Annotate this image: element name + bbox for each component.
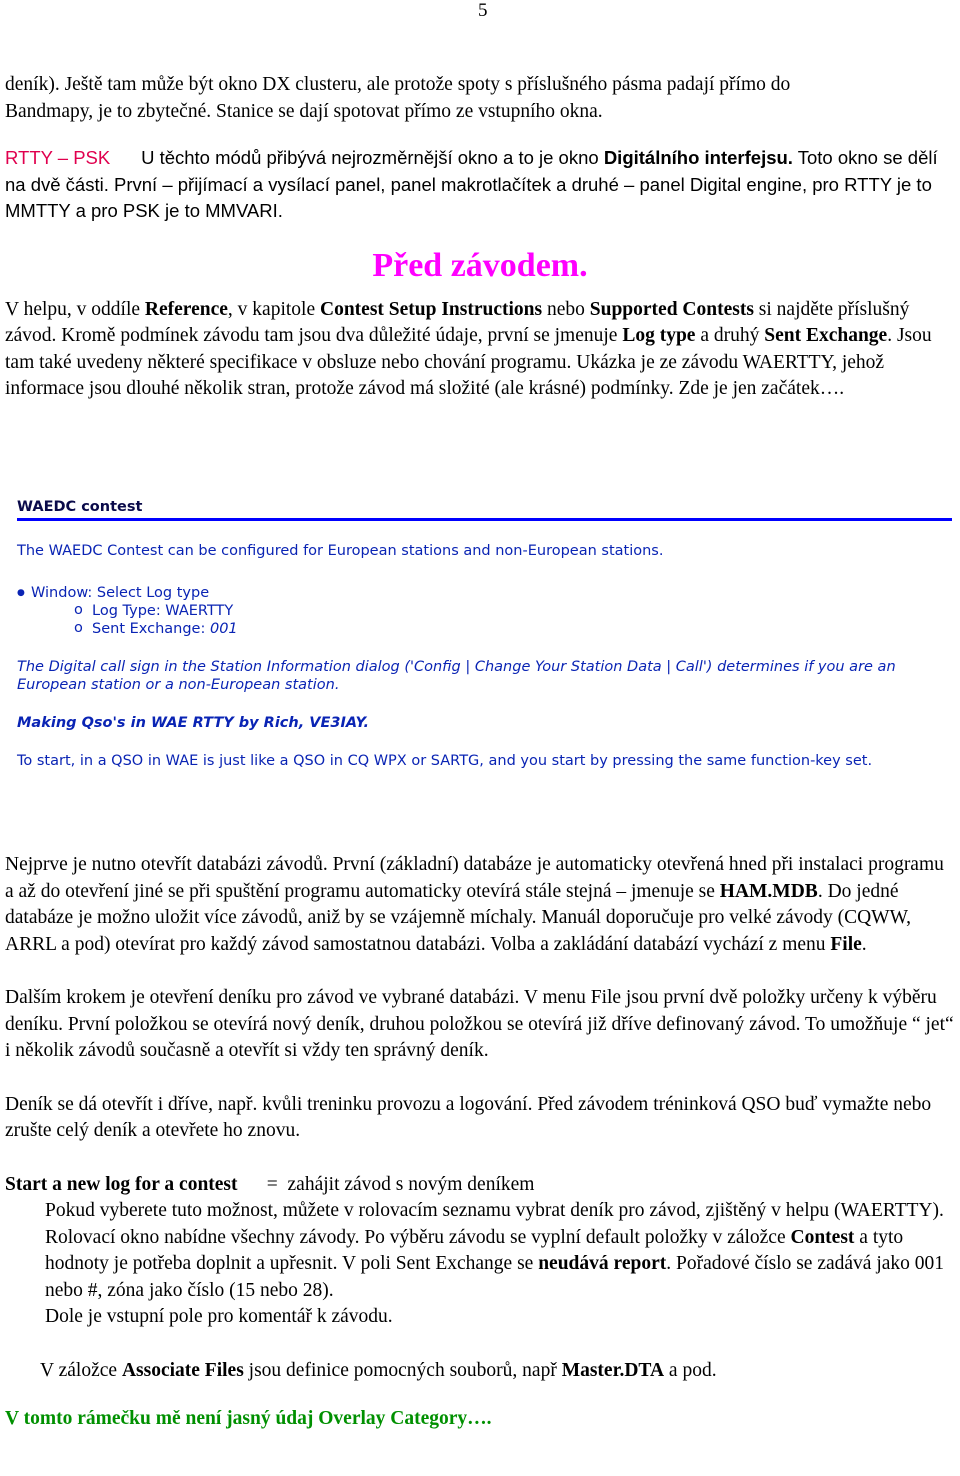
section-heading: Před závodem. [372,246,588,284]
para3-contest-setup: Contest Setup Instructions [320,298,543,320]
paragraph-start-new-log-detail [5,1198,957,1331]
para4-t2: . Do jedné databáze je možno uložit více závodů, aniž by se vzájemně míchaly. Manuál doporučuje pro velké závody (CQWW, ARRL a pod) otevírat pro každý závod samostatnou databázi. Volba a zakládání databází vychází z menu [5,880,912,955]
help-station-info [17,658,952,694]
para4-ham-mdb: HAM.MDB [719,880,818,902]
help-title-underline [17,518,952,521]
help-station-info-text: The Digital call sign in the Station Information dialog ('Config | Change Your Station Data | Call') determines if you are an European station or a non-European station. [17,659,896,693]
paragraph-training: Deník se dá otevřít i dříve, např. kvůli treninku provozu a logování. Před závodem tréninková QSO buď vymažte nebo zrušte celý deník a otevřete ho znovu. [5,1093,932,1141]
paragraph-rtty-psk [5,145,955,225]
para7-t3: a tyto hodnoty je potřeba doplnit a upřesnit. V poli Sent Exchange se [45,1226,904,1274]
para4-t3: . [861,933,867,955]
para7-start-new-log: Start a new log for a contest [5,1173,238,1195]
para8-master-dta: Master.DTA [561,1359,665,1381]
help-intro: The WAEDC Contest can be configured for European stations and non-European stations. [17,543,664,559]
para4-file: File [830,933,862,955]
paragraph-start-new-log [5,1172,957,1199]
para1-line1: deník). Ještě tam může být okno DX clusteru, ale protože spoty s příslušného pásma padají přímo do [5,74,791,95]
para7-t2: Pokud vyberete tuto možnost, můžete v rolovacím seznamu vybrat deník pro závod, zjištěný v helpu (WAERTTY). Rolovací okno nabídne všechny závody. Po výběru závodu se vyplní default položky v záložce [45,1200,944,1248]
paragraph-database [5,852,957,958]
paragraph-help-reference [5,297,955,403]
page-number: 5 [478,0,488,21]
para3-t4: si najděte příslušný závod. Kromě podmínek závodu tam jsou dva důležité údaje, první se jmenuje [5,298,910,346]
para3-log-type: Log type [622,325,696,346]
mode-label: RTTY – PSK [5,147,111,168]
para1-line2: Bandmapy, je to zbytečné. Stanice se dají spotovat přímo ze vstupního okna. [5,100,603,122]
para8-t3: a pod. [664,1359,717,1381]
para2-bold1: Digitálního interfejsu. [603,147,793,168]
para7-t1: = zahájit závod s novým deníkem [237,1173,535,1195]
help-sent-exchange-value: 001 [209,621,238,637]
paragraph-associate-files [5,1358,957,1385]
help-sent-exchange-label: Sent Exchange: [92,621,210,637]
help-list [17,584,952,638]
paragraph-overlay-note: V tomto rámečku mě není jasný údaj Overlay Category…. [5,1408,492,1429]
para8-t2: jsou definice pomocných souborů, např [243,1359,562,1381]
help-screenshot [17,498,952,783]
help-title: WAEDC contest [17,499,143,515]
document-top [5,72,955,403]
paragraph-open-log: Dalším krokem je otevření deníku pro závod ve vybrané databázi. V menu File jsou první dvě položky určeny k výběru deníku. První položkou se otevírá nový deník, druhou položkou se otevírá již dříve definovaný závod. To umožňuje “ jet“ i několik závodů současně a otevřít si vždy ten správný deník. [5,987,954,1061]
para3-supported-contests: Supported Contests [589,298,754,320]
help-to-start: To start, in a QSO in WAE is just like a QSO in CQ WPX or SARTG, and you start by pressing the same function-key set. [17,753,873,769]
para3-reference: Reference [144,298,228,320]
para8-t1: V záložce [40,1359,122,1381]
para3-t1: V helpu, v oddíle [5,298,145,320]
help-sub-log-type: o Log Type: WAERTTY [17,602,952,620]
para7-t4: . Pořadové číslo se zadává jako 001 nebo #, zóna jako číslo (15 nebo 28). [45,1253,945,1301]
para3-t6: . Jsou tam také uvedeny některé specifikace v obsluze nebo chování programu. Ukázka je ze závodu WAERTTY, jehož informace jsou dlouhé několik stran, protože závod má složité (ale krásné) podmínky. Zde je jen začátek…. [5,325,932,399]
para3-t2: , v kapitole [227,298,320,320]
paragraph-dx-cluster [5,72,955,125]
para3-sent-exchange: Sent Exchange [764,325,888,346]
para7-t5: Dole je vstupní pole pro komentář k závodu. [45,1306,393,1327]
para7-no-report: neudává report [538,1253,667,1274]
para2-text2: Toto okno se dělí na dvě části. První – přijímací a vysílací panel, panel makrotlačítek a druhé – panel Digital engine, pro RTTY je to MMTTY a pro PSK je to MMVARI. [5,147,938,221]
para7-contest: Contest [790,1226,855,1248]
para4-t1: Nejprve je nutno otevřít databázi závodů. První (základní) databáze je automaticky otevřená hned při instalaci programu a až do otevření jiné se při spuštění programu automaticky otevírá stále stejná – jmenuje se [5,854,944,902]
help-sub-sent-exchange [17,620,952,638]
help-making-qsos [17,714,952,732]
para3-t3: nebo [542,298,590,320]
para3-t5: a druhý [695,325,765,346]
para8-associate-files: Associate Files [121,1359,244,1381]
help-bullet: ● Window: Select Log type [17,584,952,602]
document-bottom [5,852,957,1433]
help-making-qsos-text: Making Qso's in WAE RTTY by Rich, VE3IAY. [17,715,370,731]
para2-text1: U těchto módů přibývá nejrozměrnější okno a to je okno [141,147,599,168]
